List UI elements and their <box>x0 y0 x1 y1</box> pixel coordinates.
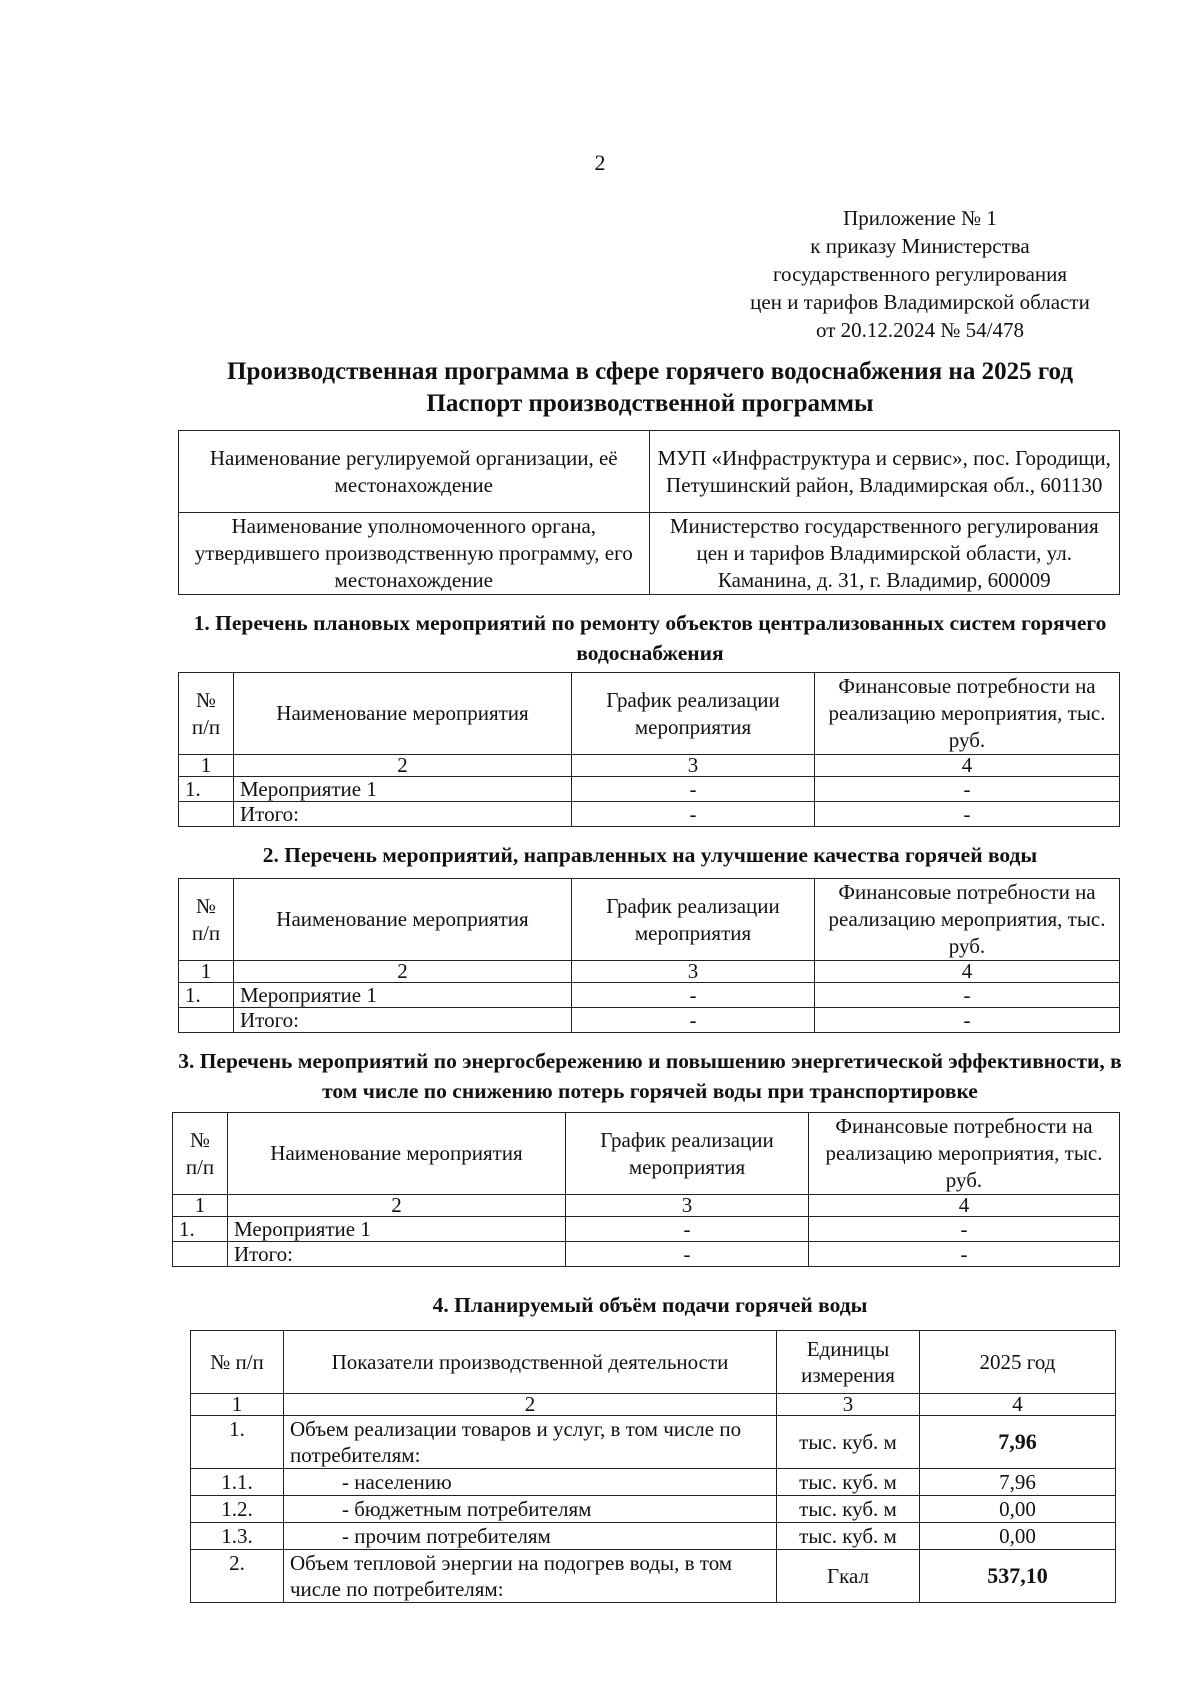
col-header: № п/п <box>191 1331 284 1394</box>
column-number-row <box>173 1195 1120 1217</box>
col-number: 1 <box>179 755 234 777</box>
events-table <box>178 672 1120 827</box>
cell-num: 1. <box>179 983 234 1008</box>
section-title: 1. Перечень плановых мероприятий по ремонту объектов централизованных систем горячего водоснабжения <box>193 611 1107 665</box>
title-line: Производственная программа в сфере горячего водоснабжения на 2025 год <box>227 358 1073 385</box>
cell-indicator: Объем тепловой энергии на подогрев воды, в том числе по потребителям: <box>284 1550 777 1603</box>
table-row <box>191 1523 1116 1550</box>
cell-num: 2. <box>191 1550 284 1603</box>
cell-num: 1.2. <box>191 1496 284 1523</box>
appendix-line: Приложение № 1 <box>843 206 997 230</box>
cell-value: 537,10 <box>920 1550 1116 1603</box>
col-number: 1 <box>173 1195 228 1217</box>
cell-num: 1. <box>191 1416 284 1469</box>
table-header-row <box>179 673 1120 755</box>
table-row <box>173 1217 1120 1242</box>
cell-finance: - <box>809 1242 1120 1267</box>
passport-value: Министерство государственного регулирования цен и тарифов Владимирской области, ул. Каманина, д. 31, г. Владимир, 600009 <box>649 513 1120 595</box>
table-total-row <box>173 1242 1120 1267</box>
subtitle-line: Паспорт производственной программы <box>426 390 874 417</box>
column-number-row <box>191 1394 1116 1416</box>
section-title: 2. Перечень мероприятий, направленных на улучшение качества горячей воды <box>262 843 1038 867</box>
column-number-row <box>179 755 1120 777</box>
col-number: 1 <box>191 1394 284 1416</box>
cell-schedule: - <box>572 983 815 1008</box>
cell-unit: тыс. куб. м <box>777 1416 920 1469</box>
cell-name: Мероприятие 1 <box>234 983 572 1008</box>
col-header: Финансовые потребности на реализацию мероприятия, тыс. руб. <box>809 1113 1120 1195</box>
cell-schedule: - <box>566 1217 809 1242</box>
col-header: График реализации мероприятия <box>566 1113 809 1195</box>
cell-indicator: - бюджетным потребителям <box>284 1496 777 1523</box>
cell-num: 1.1. <box>191 1469 284 1496</box>
passport-label: Наименование уполномоченного органа, утвердившего производственную программу, его местонахождение <box>179 513 650 595</box>
cell-num: 1. <box>179 777 234 802</box>
col-header: График реализации мероприятия <box>572 673 815 755</box>
cell-unit: тыс. куб. м <box>777 1469 920 1496</box>
cell-num: 1.3. <box>191 1523 284 1550</box>
supply-volume-table <box>190 1330 1116 1603</box>
table-row <box>191 1469 1116 1496</box>
table-row <box>191 1496 1116 1523</box>
col-header: Финансовые потребности на реализацию мероприятия, тыс. руб. <box>815 673 1120 755</box>
cell-finance: - <box>815 983 1120 1008</box>
cell-unit: тыс. куб. м <box>777 1523 920 1550</box>
events-table <box>178 878 1120 1033</box>
cell-finance: - <box>815 1008 1120 1033</box>
col-number: 3 <box>572 755 815 777</box>
cell-empty <box>179 802 234 827</box>
col-header: Наименование мероприятия <box>228 1113 566 1195</box>
cell-finance: - <box>815 777 1120 802</box>
col-header: Показатели производственной деятельности <box>284 1331 777 1394</box>
col-header: № п/п <box>173 1113 228 1195</box>
table-row <box>179 983 1120 1008</box>
table-row <box>191 1416 1116 1469</box>
cell-schedule: - <box>566 1242 809 1267</box>
cell-finance: - <box>815 802 1120 827</box>
table-total-row <box>179 802 1120 827</box>
appendix-line: государственного регулирования <box>772 262 1068 286</box>
cell-value: 7,96 <box>920 1416 1116 1469</box>
table-header-row <box>173 1113 1120 1195</box>
appendix-line: к приказу Министерства <box>810 234 1030 258</box>
col-header: № п/п <box>179 879 234 961</box>
page-number: 2 <box>594 150 606 175</box>
cell-empty <box>179 1008 234 1033</box>
col-number: 1 <box>179 961 234 983</box>
cell-unit: тыс. куб. м <box>777 1496 920 1523</box>
col-number: 2 <box>234 961 572 983</box>
col-header: Единицы измерения <box>777 1331 920 1394</box>
column-number-row <box>179 961 1120 983</box>
cell-schedule: - <box>572 1008 815 1033</box>
table-row <box>191 1550 1116 1603</box>
cell-value: 7,96 <box>920 1469 1116 1496</box>
passport-value: МУП «Инфраструктура и сервис», пос. Городищи, Петушинский район, Владимирская обл., 601130 <box>649 431 1120 513</box>
cell-indicator: Объем реализации товаров и услуг, в том числе по потребителям: <box>284 1416 777 1469</box>
col-header: Наименование мероприятия <box>234 673 572 755</box>
section-title: 3. Перечень мероприятий по энергосбережению и повышению энергетической эффективности, в том числе по снижению потерь горячей воды при транспортировке <box>178 1049 1122 1103</box>
col-number: 4 <box>815 961 1120 983</box>
col-number: 2 <box>228 1195 566 1217</box>
appendix-line: от 20.12.2024 № 54/478 <box>815 318 1025 342</box>
table-header-row <box>179 879 1120 961</box>
cell-schedule: - <box>572 802 815 827</box>
table-row <box>179 777 1120 802</box>
cell-name: Мероприятие 1 <box>234 777 572 802</box>
cell-empty <box>173 1242 228 1267</box>
passport-table <box>178 430 1120 595</box>
col-number: 2 <box>234 755 572 777</box>
table-total-row <box>179 1008 1120 1033</box>
col-header: № п/п <box>179 673 234 755</box>
appendix-block <box>700 204 1140 344</box>
col-number: 3 <box>566 1195 809 1217</box>
passport-label: Наименование регулируемой организации, её местонахождение <box>179 431 650 513</box>
cell-indicator: - прочим потребителям <box>284 1523 777 1550</box>
cell-unit: Гкал <box>777 1550 920 1603</box>
cell-num: 1. <box>173 1217 228 1242</box>
cell-total-label: Итого: <box>234 1008 572 1033</box>
events-table <box>172 1112 1120 1267</box>
col-number: 4 <box>815 755 1120 777</box>
col-number: 4 <box>809 1195 1120 1217</box>
document-title <box>170 356 1130 420</box>
col-number: 3 <box>572 961 815 983</box>
cell-finance: - <box>809 1217 1120 1242</box>
cell-schedule: - <box>572 777 815 802</box>
cell-value: 0,00 <box>920 1496 1116 1523</box>
cell-total-label: Итого: <box>228 1242 566 1267</box>
col-header: График реализации мероприятия <box>572 879 815 961</box>
cell-name: Мероприятие 1 <box>228 1217 566 1242</box>
col-header: Финансовые потребности на реализацию мероприятия, тыс. руб. <box>815 879 1120 961</box>
cell-total-label: Итого: <box>234 802 572 827</box>
table-row <box>179 431 1120 513</box>
appendix-line: цен и тарифов Владимирской области <box>750 290 1090 314</box>
col-number: 3 <box>777 1394 920 1416</box>
col-header: Наименование мероприятия <box>234 879 572 961</box>
col-header: 2025 год <box>920 1331 1116 1394</box>
col-number: 4 <box>920 1394 1116 1416</box>
cell-indicator: - населению <box>284 1469 777 1496</box>
table-header-row <box>191 1331 1116 1394</box>
table-row <box>179 513 1120 595</box>
cell-value: 0,00 <box>920 1523 1116 1550</box>
section-title: 4. Планируемый объём подачи горячей воды <box>432 1293 868 1317</box>
col-number: 2 <box>284 1394 777 1416</box>
